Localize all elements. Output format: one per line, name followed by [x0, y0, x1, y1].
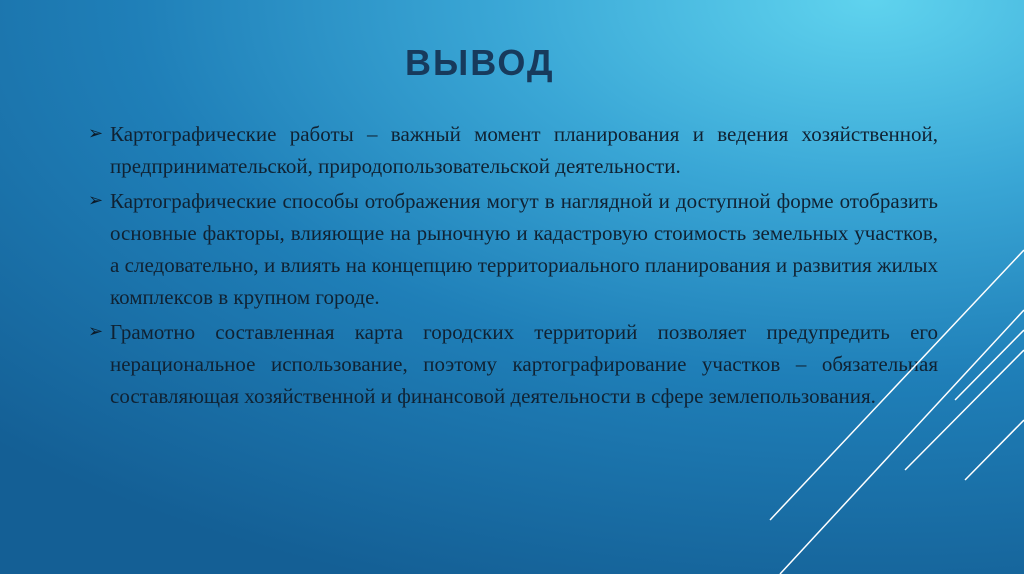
arrow-bullet-icon: ➢	[88, 123, 104, 144]
bullet-text: Картографические работы – важный момент планирования и ведения хозяйственной, предпринимательской, природопользовательской деятельности.	[110, 122, 938, 178]
decor-line	[955, 330, 1024, 400]
decor-line	[965, 420, 1024, 480]
arrow-bullet-icon: ➢	[88, 321, 104, 342]
bullet-list	[88, 118, 938, 415]
slide-title: ВЫВОД	[405, 42, 555, 83]
bullet-item	[88, 316, 938, 412]
arrow-bullet-icon: ➢	[88, 190, 104, 211]
bullet-text: Картографические способы отображения могут в наглядной и доступной форме отобразить основные факторы, влияющие на рыночную и кадастровую стоимость земельных участков, а следовательно, и влиять на концепцию территориального планирования и развития жилых комплексов в крупном городе.	[110, 189, 938, 309]
bullet-item	[88, 118, 938, 182]
bullet-item	[88, 185, 938, 313]
bullet-text: Грамотно составленная карта городских территорий позволяет предупредить его нерациональное использование, поэтому картографирование участков – обязательная составляющая хозяйственной и финансовой деятельности в сфере землепользования.	[110, 320, 938, 408]
